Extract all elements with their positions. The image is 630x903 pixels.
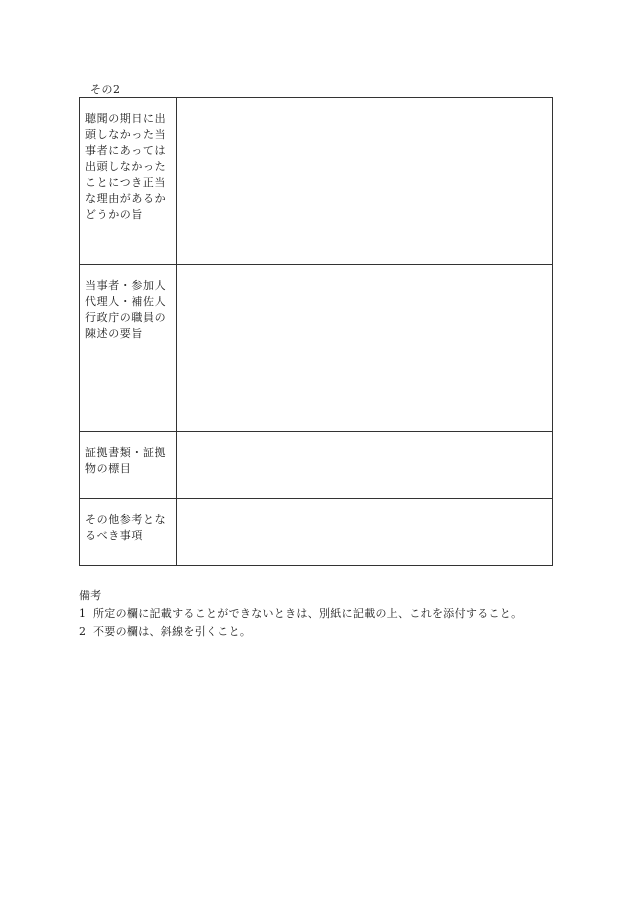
table-row: [80, 499, 553, 566]
section-label: その2: [90, 83, 121, 96]
row-value-absence-reason[interactable]: [177, 98, 553, 265]
note-item: [79, 605, 599, 623]
note-text: 所定の欄に記載することができないときは、別紙に記載の上、これを添付すること。: [93, 607, 523, 620]
row-label-statement-summary: 当事者・参加人代理人・補佐人行政庁の職員の陳述の要旨: [85, 279, 167, 340]
table-row: [80, 98, 553, 265]
row-label-cell: [80, 98, 177, 265]
note-number: 1: [79, 607, 87, 620]
row-label-cell: [80, 265, 177, 432]
note-item: [79, 623, 599, 641]
row-label-other-references: その他参考となるべき事項: [85, 513, 167, 542]
row-label-absence-reason: 聴聞の期日に出頭しなかった当事者にあっては出頭しなかったことにつき正当な理由があるかどうかの旨: [85, 112, 167, 221]
row-label-cell: [80, 432, 177, 499]
row-label-cell: [80, 499, 177, 566]
hearing-record-table: [79, 97, 553, 566]
note-text: 不要の欄は、斜線を引くこと。: [93, 625, 252, 638]
notes-section: [79, 587, 599, 641]
notes-title: 備考: [79, 589, 102, 602]
note-number: 2: [79, 625, 87, 638]
row-value-other-references[interactable]: [177, 499, 553, 566]
row-value-evidence-list[interactable]: [177, 432, 553, 499]
row-label-evidence-list: 証拠書類・証拠物の標目: [85, 446, 167, 475]
row-value-statement-summary[interactable]: [177, 265, 553, 432]
table-row: [80, 432, 553, 499]
table-row: [80, 265, 553, 432]
